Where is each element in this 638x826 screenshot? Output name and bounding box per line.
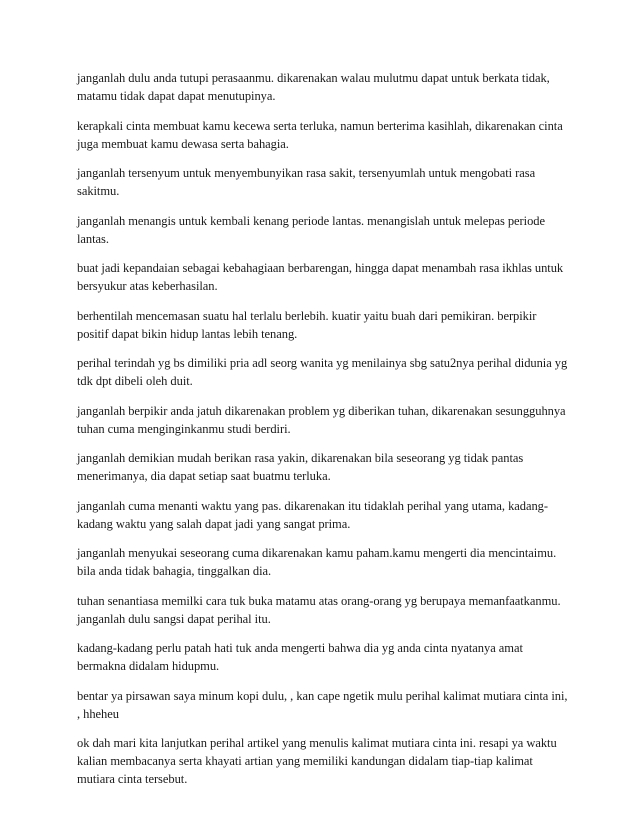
paragraph-1: janganlah dulu anda tutupi perasaanmu. dikarenakan walau mulutmu dapat untuk berkata tidak, matamu tidak dapat dapat menutupinya. bbox=[77, 71, 550, 103]
paragraph-6: berhentilah mencemasan suatu hal terlalu berlebih. kuatir yaitu buah dari pemikiran. berpikir positif dapat bikin hidup lantas lebih tenang. bbox=[77, 308, 537, 341]
paragraph-10: janganlah cuma menanti waktu yang pas. dikarenakan itu tidaklah perihal yang utama, kadang-kadang waktu yang salah dapat jadi yang sangat prima. bbox=[77, 498, 548, 531]
paragraph-14: bentar ya pirsawan saya minum kopi dulu, , kan cape ngetik mulu perihal kalimat mutiara cinta ini, , hheheu bbox=[77, 688, 568, 721]
paragraph-12: tuhan senantiasa memilki cara tuk buka matamu atas orang-orang yg berupaya memanfaatkanmu. janganlah dulu sangsi dapat perihal itu. bbox=[77, 593, 561, 626]
paragraph-8: janganlah berpikir anda jatuh dikarenakan problem yg diberikan tuhan, dikarenakan sesungguhnya tuhan cuma menginginkanmu studi berdiri. bbox=[77, 403, 566, 436]
paragraph-7: perihal terindah yg bs dimiliki pria adl seorg wanita yg menilainya sbg satu2nya perihal didunia yg tdk dpt dibeli oleh duit. bbox=[77, 356, 568, 388]
paragraph-5: buat jadi kepandaian sebagai kebahagiaan berbarengan, hingga dapat menambah rasa ikhlas untuk bersyukur atas keberhasilan. bbox=[77, 261, 564, 293]
paragraph-2: kerapkali cinta membuat kamu kecewa serta terluka, namun berterima kasihlah, dikarenakan cinta juga membuat kamu dewasa serta bahagia. bbox=[77, 118, 563, 151]
paragraph-4: janganlah menangis untuk kembali kenang periode lantas. menangislah untuk melepas periode lantas. bbox=[77, 213, 545, 246]
paragraph-11: janganlah menyukai seseorang cuma dikarenakan kamu paham.kamu mengerti dia mencintaimu. bila anda tidak bahagia, tinggalkan dia. bbox=[77, 546, 557, 578]
paragraph-9: janganlah demikian mudah berikan rasa yakin, dikarenakan bila seseorang yg tidak pantas menerimanya, dia dapat setiap saat buatmu terluka. bbox=[77, 451, 524, 483]
paragraph-15: ok dah mari kita lanjutkan perihal artikel yang menulis kalimat mutiara cinta ini. resapi ya waktu kalian membacanya serta khayati artian yang memiliki kandungan didalam tiap-tiap kalimat mutiara cinta tersebut. bbox=[77, 736, 557, 786]
paragraph-13: kadang-kadang perlu patah hati tuk anda mengerti bahwa dia yg anda cinta nyatanya amat bermakna didalam hidupmu. bbox=[77, 641, 523, 673]
paragraph-3: janganlah tersenyum untuk menyembunyikan rasa sakit, tersenyumlah untuk mengobati rasa sakitmu. bbox=[77, 166, 536, 198]
